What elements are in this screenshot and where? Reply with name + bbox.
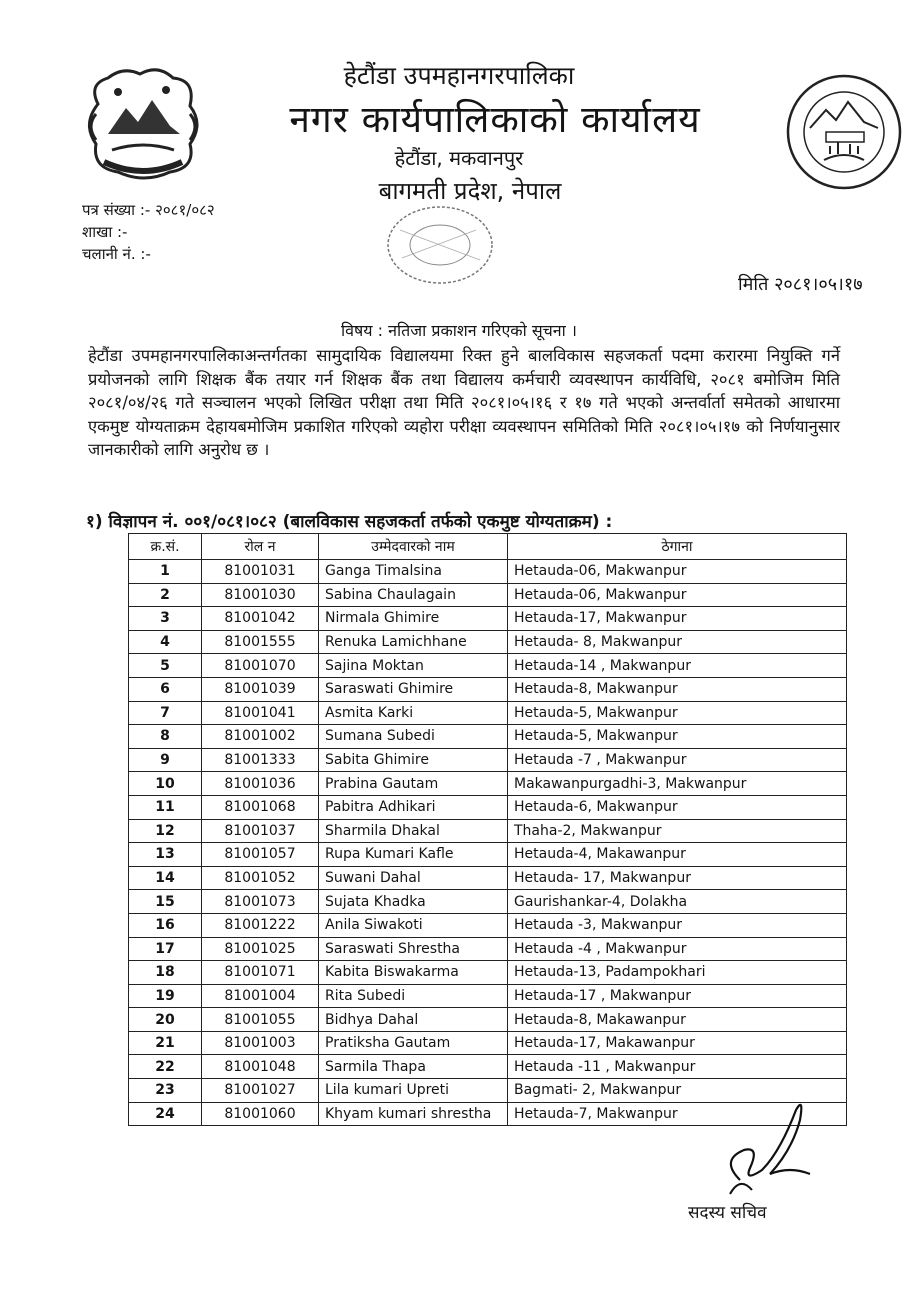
letter-number: पत्र संख्या :- २०८१/०८२	[82, 201, 215, 219]
dispatch-number: चलानी नं. :-	[82, 245, 151, 263]
row-candidate-name: Saraswati Shrestha	[319, 937, 508, 961]
row-serial: 3	[129, 607, 202, 631]
row-address: Hetauda-4, Makawanpur	[508, 843, 847, 867]
row-serial: 16	[129, 913, 202, 937]
office-city: हेटौंडा, मकवानपुर	[394, 146, 524, 170]
row-candidate-name: Kabita Biswakarma	[319, 961, 508, 985]
row-candidate-name: Lila kumari Upreti	[319, 1079, 508, 1103]
row-address: Hetauda-17, Makwanpur	[508, 607, 847, 631]
row-address: Hetauda-17, Makawanpur	[508, 1031, 847, 1055]
row-roll-number: 81001060	[202, 1102, 319, 1126]
row-candidate-name: Ganga Timalsina	[319, 560, 508, 584]
header-name: उम्मेदवारको नाम	[319, 534, 508, 560]
row-roll-number: 81001068	[202, 795, 319, 819]
table-row	[129, 772, 847, 796]
row-address: Hetauda- 8, Makwanpur	[508, 630, 847, 654]
row-candidate-name: Sharmila Dhakal	[319, 819, 508, 843]
table-row	[129, 795, 847, 819]
row-serial: 23	[129, 1079, 202, 1103]
table-row	[129, 961, 847, 985]
row-candidate-name: Anila Siwakoti	[319, 913, 508, 937]
row-serial: 5	[129, 654, 202, 678]
office-title: नगर कार्यपालिकाको कार्यालय	[289, 98, 701, 141]
header-roll: रोल न	[202, 534, 319, 560]
row-serial: 2	[129, 583, 202, 607]
table-row	[129, 677, 847, 701]
row-roll-number: 81001004	[202, 984, 319, 1008]
row-serial: 21	[129, 1031, 202, 1055]
table-row	[129, 1008, 847, 1032]
row-candidate-name: Sabita Ghimire	[319, 748, 508, 772]
row-serial: 22	[129, 1055, 202, 1079]
row-serial: 18	[129, 961, 202, 985]
table-row	[129, 654, 847, 678]
row-address: Hetauda-5, Makwanpur	[508, 701, 847, 725]
row-roll-number: 81001039	[202, 677, 319, 701]
handwritten-signature-icon	[700, 1090, 820, 1200]
row-address: Hetauda -4 , Makwanpur	[508, 937, 847, 961]
row-roll-number: 81001071	[202, 961, 319, 985]
row-candidate-name: Sajina Moktan	[319, 654, 508, 678]
row-address: Gaurishankar-4, Dolakha	[508, 890, 847, 914]
row-address: Hetauda-06, Makwanpur	[508, 560, 847, 584]
row-candidate-name: Saraswati Ghimire	[319, 677, 508, 701]
row-roll-number: 81001555	[202, 630, 319, 654]
row-roll-number: 81001057	[202, 843, 319, 867]
row-address: Hetauda- 17, Makwanpur	[508, 866, 847, 890]
table-row	[129, 701, 847, 725]
merit-list-table	[128, 533, 847, 1126]
row-serial: 12	[129, 819, 202, 843]
row-roll-number: 81001041	[202, 701, 319, 725]
row-serial: 19	[129, 984, 202, 1008]
row-address: Hetauda -7 , Makwanpur	[508, 748, 847, 772]
row-candidate-name: Sumana Subedi	[319, 725, 508, 749]
table-row	[129, 583, 847, 607]
row-roll-number: 81001031	[202, 560, 319, 584]
row-address: Hetauda-17 , Makwanpur	[508, 984, 847, 1008]
row-roll-number: 81001030	[202, 583, 319, 607]
row-candidate-name: Khyam kumari shrestha	[319, 1102, 508, 1126]
row-serial: 24	[129, 1102, 202, 1126]
row-address: Makawanpurgadhi-3, Makwanpur	[508, 772, 847, 796]
row-serial: 1	[129, 560, 202, 584]
row-serial: 8	[129, 725, 202, 749]
row-serial: 20	[129, 1008, 202, 1032]
row-address: Hetauda -3, Makwanpur	[508, 913, 847, 937]
table-row	[129, 819, 847, 843]
table-row	[129, 913, 847, 937]
table-row	[129, 607, 847, 631]
row-roll-number: 81001027	[202, 1079, 319, 1103]
row-candidate-name: Rita Subedi	[319, 984, 508, 1008]
row-serial: 7	[129, 701, 202, 725]
branch-label: शाखा :-	[82, 223, 128, 241]
row-address: Hetauda-13, Padampokhari	[508, 961, 847, 985]
table-row	[129, 1031, 847, 1055]
row-address: Hetauda-8, Makawanpur	[508, 1008, 847, 1032]
table-row	[129, 843, 847, 867]
row-candidate-name: Nirmala Ghimire	[319, 607, 508, 631]
row-serial: 13	[129, 843, 202, 867]
advertisement-section-title: १) विज्ञापन नं. ००१/०८१।०८२ (बालविकास सहजकर्ता तर्फको एकमुष्ट योग्यताक्रम) :	[86, 512, 613, 532]
row-roll-number: 81001055	[202, 1008, 319, 1032]
header-address: ठेगाना	[508, 534, 847, 560]
row-address: Hetauda-7, Makwanpur	[508, 1102, 847, 1126]
row-serial: 17	[129, 937, 202, 961]
row-serial: 4	[129, 630, 202, 654]
signature-title: सदस्य सचिव	[688, 1203, 767, 1223]
municipality-logo-icon	[780, 70, 908, 194]
row-candidate-name: Rupa Kumari Kafle	[319, 843, 508, 867]
notice-body: हेटौंडा उपमहानगरपालिकाअन्तर्गतका सामुदायिक विद्यालयमा रिक्त हुने बालविकास सहजकर्ता पदमा करारमा नियुक्ति गर्ने प्रयोजनको लागि शिक्षक बैंक तयार गर्न शिक्षक बैंक तथा विद्यालय कर्मचारी व्यवस्थापन कार्यविधि, २०८१ बमोजिम मिति २०८१/०४/२६ गते सञ्चालन भएको लिखित परीक्षा तथा मिति २०८१।०५।१६ र १७ गते भएको अन्तर्वार्ता समेतको आधारमा एकमुष्ट योग्यताक्रम देहायबमोजिम प्रकाशित गरिएको व्यहोरा परीक्षा व्यवस्थापन समितिको मिति २०८१।०५।१७ को निर्णयानुसार जानकारीको लागि अनुरोध छ ।	[88, 346, 840, 459]
row-roll-number: 81001036	[202, 772, 319, 796]
row-serial: 10	[129, 772, 202, 796]
row-candidate-name: Pabitra Adhikari	[319, 795, 508, 819]
table-row	[129, 560, 847, 584]
row-roll-number: 81001042	[202, 607, 319, 631]
office-province: बागमती प्रदेश, नेपाल	[378, 177, 562, 205]
municipality-name: हेटौंडा उपमहानगरपालिका	[343, 61, 575, 90]
table-row	[129, 890, 847, 914]
row-address: Hetauda-6, Makwanpur	[508, 795, 847, 819]
row-roll-number: 81001222	[202, 913, 319, 937]
row-address: Hetauda-8, Makwanpur	[508, 677, 847, 701]
table-row	[129, 748, 847, 772]
row-address: Hetauda-06, Makwanpur	[508, 583, 847, 607]
office-stamp-icon	[380, 200, 500, 290]
row-address: Thaha-2, Makwanpur	[508, 819, 847, 843]
table-row	[129, 1055, 847, 1079]
table-row	[129, 937, 847, 961]
row-candidate-name: Sabina Chaulagain	[319, 583, 508, 607]
table-row	[129, 984, 847, 1008]
row-candidate-name: Sarmila Thapa	[319, 1055, 508, 1079]
row-candidate-name: Renuka Lamichhane	[319, 630, 508, 654]
row-roll-number: 81001002	[202, 725, 319, 749]
notice-date: मिति २०८१।०५।१७	[738, 274, 863, 295]
row-serial: 15	[129, 890, 202, 914]
notice-subject: विषय : नतिजा प्रकाशन गरिएको सूचना ।	[341, 321, 577, 340]
row-candidate-name: Asmita Karki	[319, 701, 508, 725]
row-serial: 9	[129, 748, 202, 772]
table-header-row	[129, 534, 847, 560]
row-roll-number: 81001025	[202, 937, 319, 961]
row-roll-number: 81001048	[202, 1055, 319, 1079]
row-roll-number: 81001003	[202, 1031, 319, 1055]
row-address: Hetauda-14 , Makwanpur	[508, 654, 847, 678]
row-serial: 6	[129, 677, 202, 701]
row-address: Hetauda -11 , Makwanpur	[508, 1055, 847, 1079]
row-roll-number: 81001052	[202, 866, 319, 890]
row-candidate-name: Pratiksha Gautam	[319, 1031, 508, 1055]
table-row	[129, 630, 847, 654]
row-address: Bagmati- 2, Makwanpur	[508, 1079, 847, 1103]
row-candidate-name: Sujata Khadka	[319, 890, 508, 914]
row-roll-number: 81001037	[202, 819, 319, 843]
row-address: Hetauda-5, Makwanpur	[508, 725, 847, 749]
table-row	[129, 725, 847, 749]
row-serial: 14	[129, 866, 202, 890]
row-roll-number: 81001073	[202, 890, 319, 914]
row-candidate-name: Bidhya Dahal	[319, 1008, 508, 1032]
table-row	[129, 866, 847, 890]
row-serial: 11	[129, 795, 202, 819]
table-body	[129, 560, 847, 1126]
row-candidate-name: Suwani Dahal	[319, 866, 508, 890]
header-serial: क्र.सं.	[129, 534, 202, 560]
row-candidate-name: Prabina Gautam	[319, 772, 508, 796]
row-roll-number: 81001333	[202, 748, 319, 772]
row-roll-number: 81001070	[202, 654, 319, 678]
